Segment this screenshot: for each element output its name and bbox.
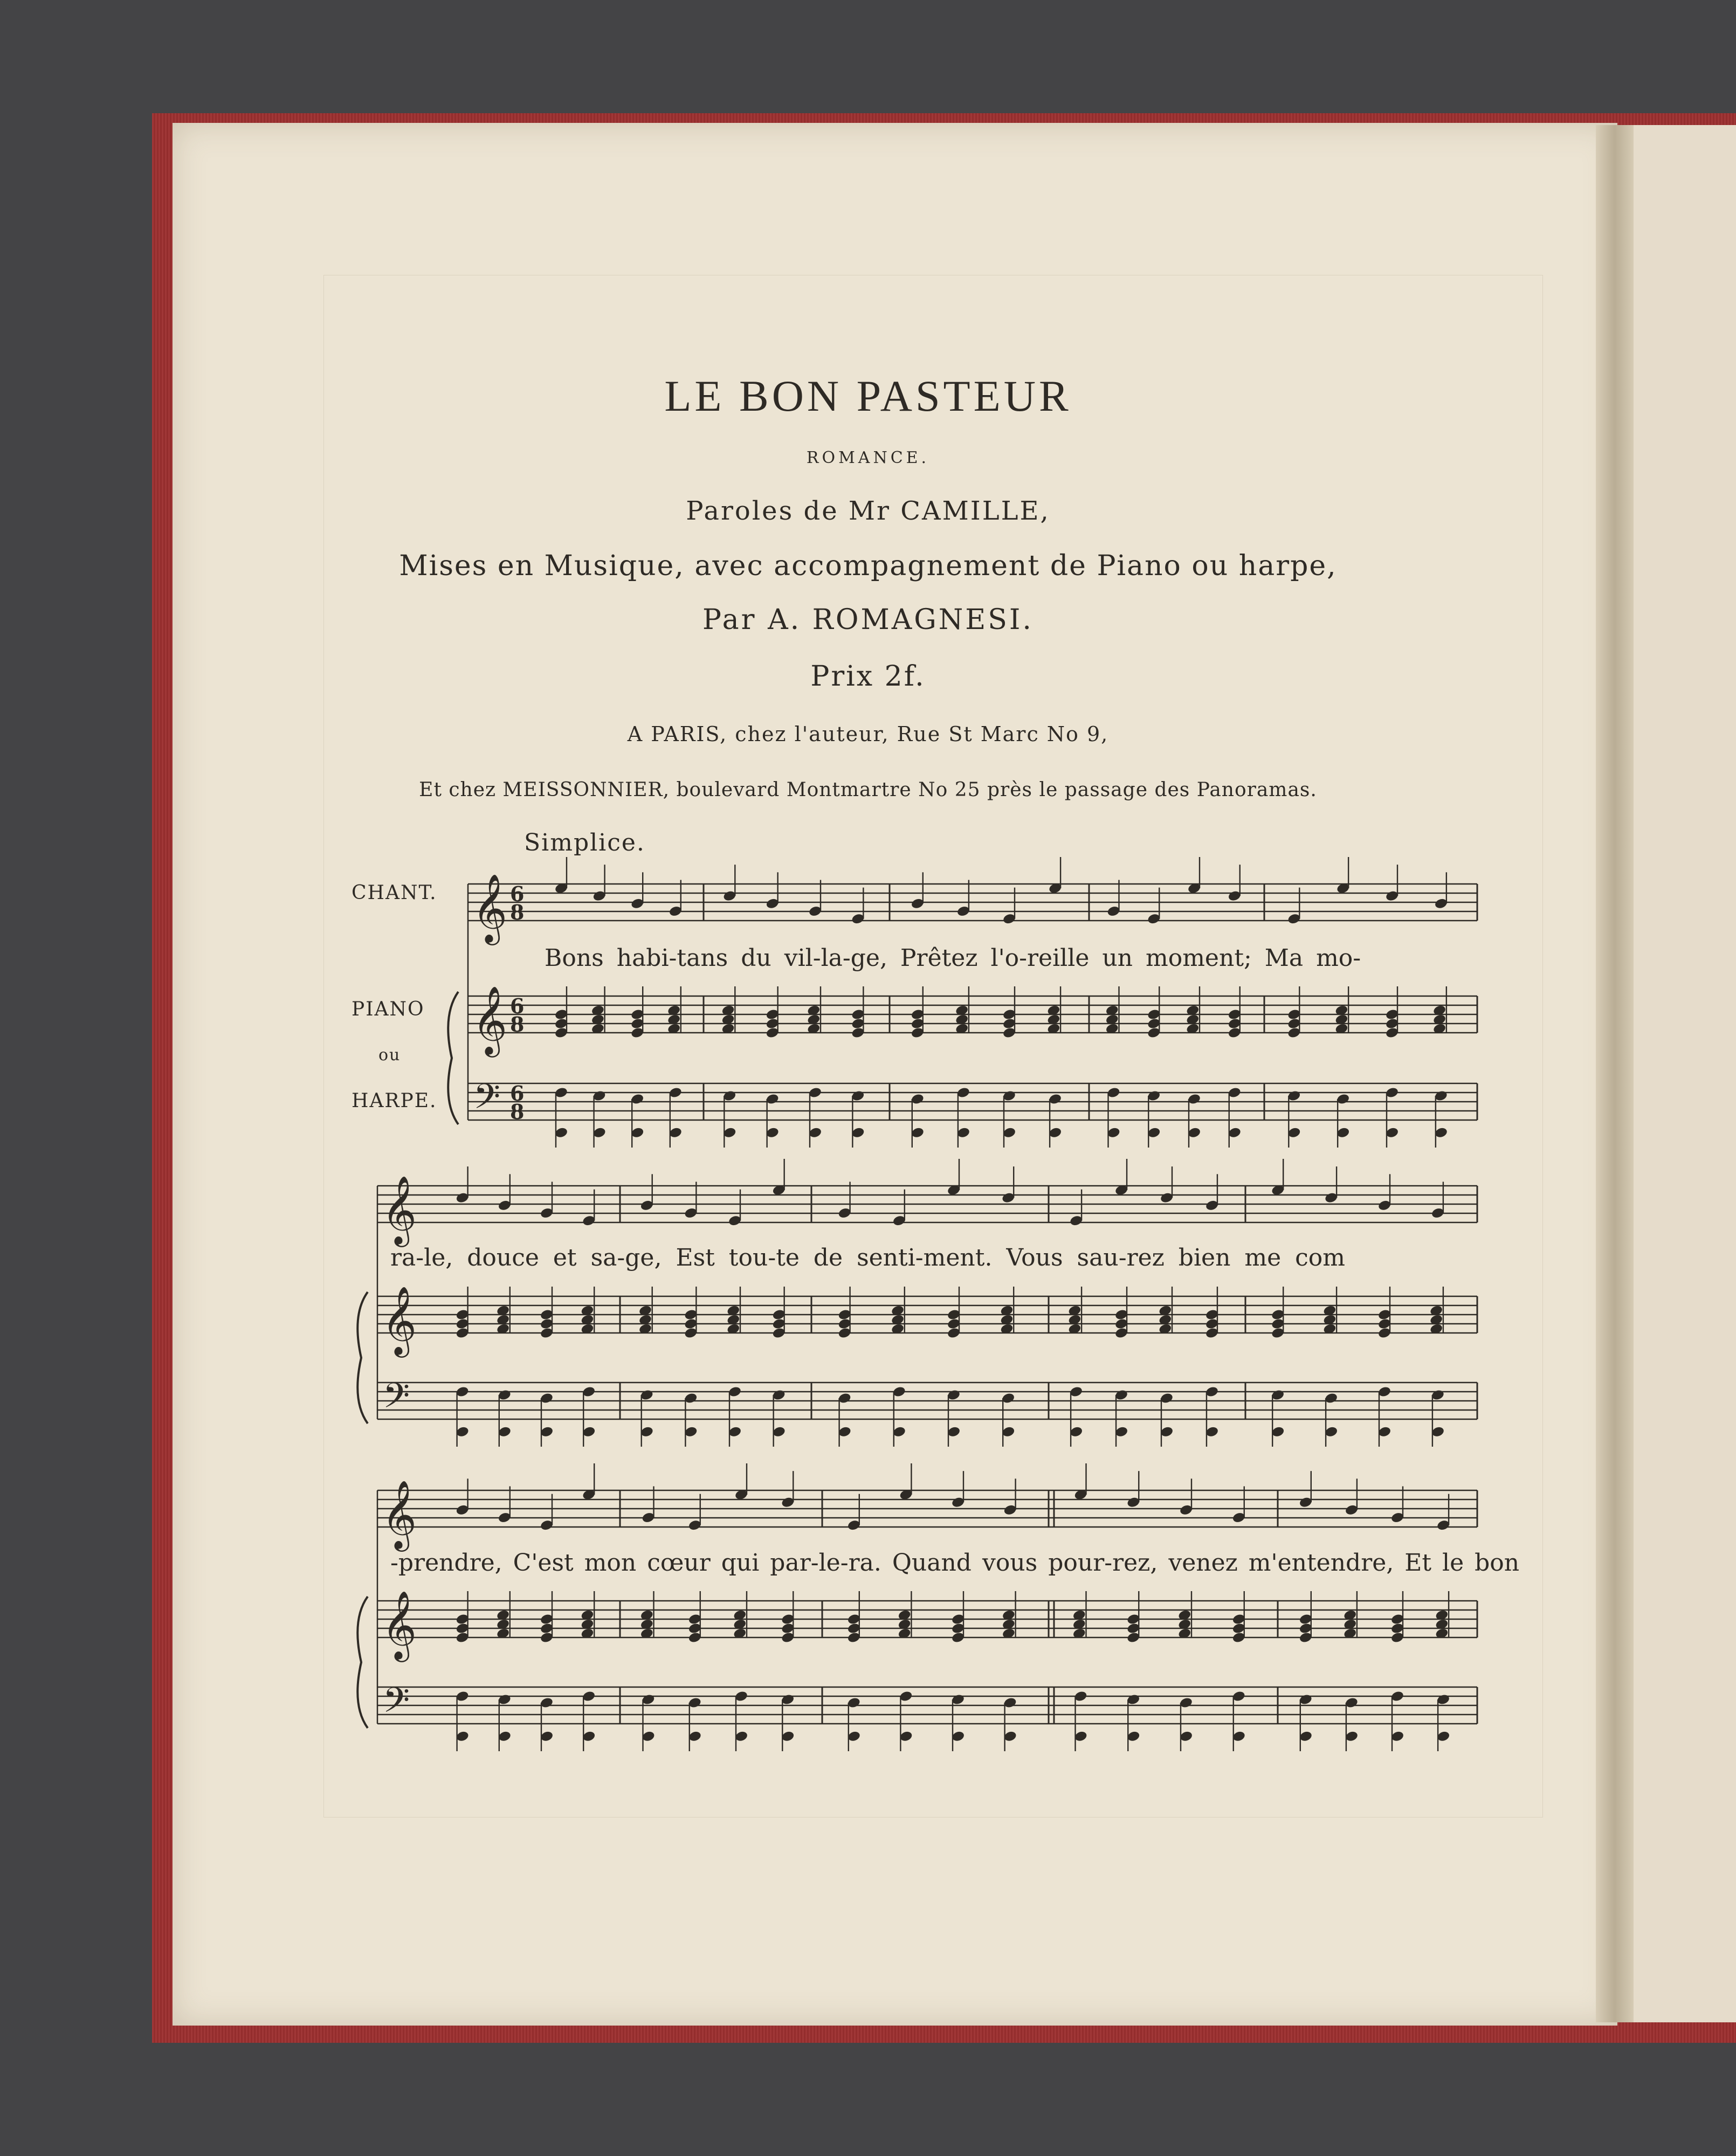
lyricist-credit: Paroles de Mr CAMILLE, bbox=[686, 496, 1050, 526]
treble-clef-icon: 𝄞 bbox=[382, 1590, 417, 1659]
time-signature-numerator: 6 bbox=[510, 994, 525, 1018]
time-signature-denominator: 8 bbox=[510, 900, 525, 924]
page-title: LE BON PASTEUR bbox=[664, 371, 1072, 420]
treble-clef-icon: 𝄞 bbox=[472, 873, 508, 942]
genre-label: ROMANCE. bbox=[806, 448, 930, 467]
lyrics-line-3: -prendre, C'est mon cœur qui par-le-ra. Quand vous pour-rez, venez m'entendre, Et le bon bbox=[390, 1549, 1520, 1577]
time-signature-numerator: 6 bbox=[510, 882, 525, 906]
treble-clef-icon: 𝄞 bbox=[382, 1480, 417, 1549]
bass-clef-icon: 𝄢 bbox=[383, 1681, 410, 1729]
time-signature-numerator: 6 bbox=[510, 1081, 525, 1105]
voice-part-label: CHANT. bbox=[352, 882, 437, 904]
piano-part-label: PIANO bbox=[352, 998, 425, 1020]
publisher-address-2: Et chez MEISSONNIER, boulevard Montmartre No 25 près le passage des Panoramas. bbox=[419, 779, 1317, 801]
lyrics-line-1: Bons habi-tans du vil-la-ge, Prêtez l'o-reille un moment; Ma mo- bbox=[545, 944, 1361, 972]
treble-clef-icon: 𝄞 bbox=[382, 1175, 417, 1244]
time-signature-denominator: 8 bbox=[510, 1012, 525, 1036]
subtitle: Mises en Musique, avec accompagnement de Piano ou harpe, bbox=[399, 550, 1337, 582]
bass-clef-icon: 𝄢 bbox=[473, 1077, 501, 1125]
treble-clef-icon: 𝄞 bbox=[472, 985, 508, 1054]
tempo-marking: Simplice. bbox=[524, 829, 645, 856]
lyrics-line-2: ra-le, douce et sa-ge, Est tou-te de senti-ment. Vous sau-rez bien me com bbox=[390, 1244, 1346, 1272]
publisher-address-1: A PARIS, chez l'auteur, Rue St Marc No 9, bbox=[627, 722, 1109, 746]
bass-clef-icon: 𝄢 bbox=[383, 1376, 410, 1425]
piano-brace bbox=[448, 992, 458, 1124]
piano-brace bbox=[357, 1597, 368, 1728]
piano-brace bbox=[357, 1292, 368, 1423]
harp-part-label: HARPE. bbox=[352, 1090, 437, 1112]
treble-clef-icon: 𝄞 bbox=[382, 1286, 417, 1355]
price-label: Prix 2f. bbox=[810, 660, 926, 693]
or-label: ou bbox=[378, 1046, 401, 1065]
composer-credit: Par A. ROMAGNESI. bbox=[702, 604, 1034, 636]
time-signature-denominator: 8 bbox=[510, 1100, 525, 1124]
